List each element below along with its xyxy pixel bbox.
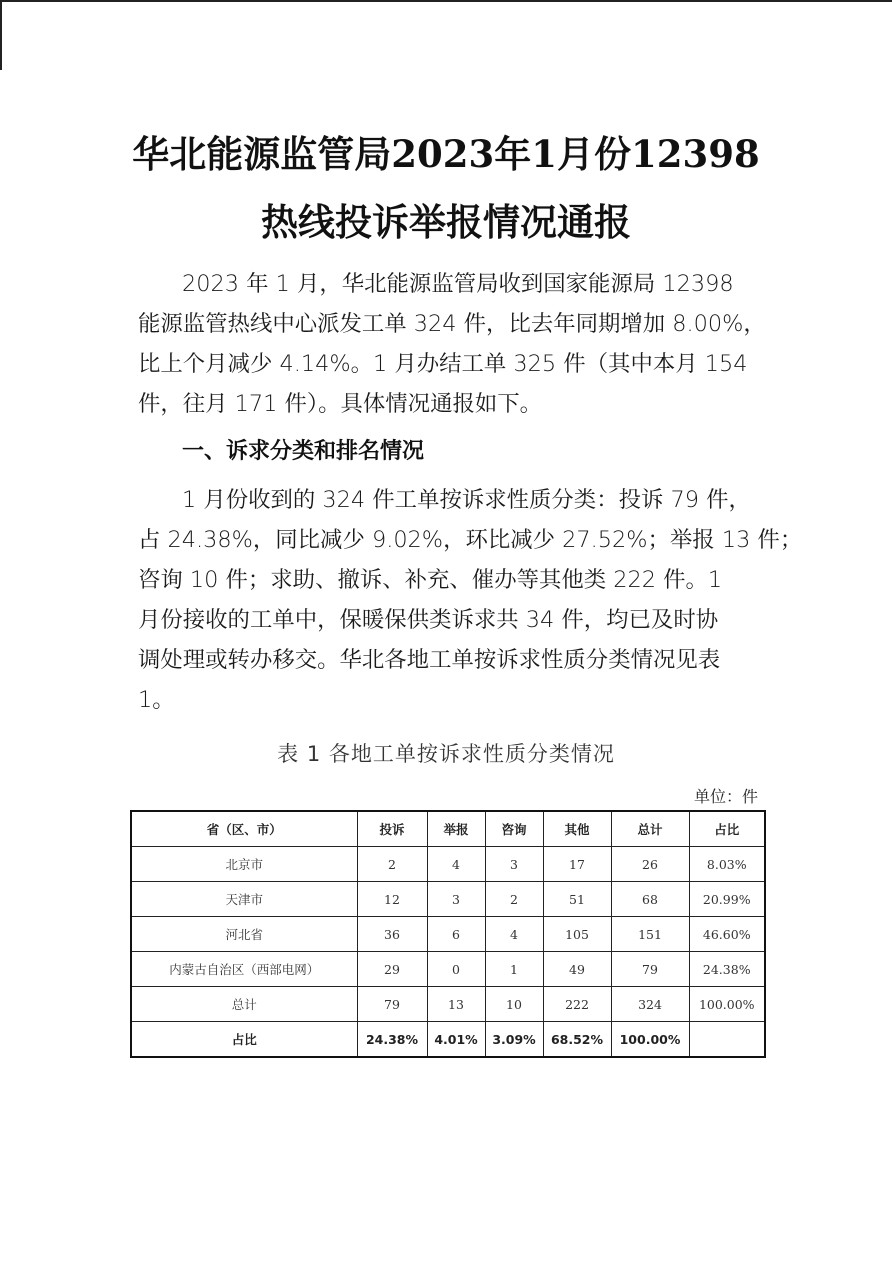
table-cell: 46.60% xyxy=(689,917,765,952)
table-cell: 北京市 xyxy=(131,847,357,882)
table-row xyxy=(131,987,765,1022)
table-cell: 3 xyxy=(485,847,543,882)
table-cell xyxy=(689,1022,765,1058)
section-line: 咨询 10 件；求助、撤诉、补充、催办等其他类 222 件。1 xyxy=(138,567,723,593)
table-cell: 100.00% xyxy=(611,1022,689,1058)
header-cell: 投诉 xyxy=(357,811,427,847)
table-row xyxy=(131,917,765,952)
document-title-line-1: 华北能源监管局2023年1月份12398 xyxy=(132,132,760,176)
complaint-table xyxy=(130,810,766,1058)
table-cell: 总计 xyxy=(131,987,357,1022)
table-cell: 占比 xyxy=(131,1022,357,1058)
section-heading: 一、诉求分类和排名情况 xyxy=(182,439,425,464)
table-cell: 68 xyxy=(611,882,689,917)
section-line: 占 24.38%，同比减少 9.02%，环比减少 27.52%；举报 13 件； xyxy=(138,527,803,553)
header-cell: 总计 xyxy=(611,811,689,847)
table-cell: 12 xyxy=(357,882,427,917)
header-cell: 举报 xyxy=(427,811,485,847)
table-cell: 324 xyxy=(611,987,689,1022)
top-border-line xyxy=(0,0,892,2)
intro-line: 件，往月 171 件）。具体情况通报如下。 xyxy=(138,391,543,417)
table-cell: 6 xyxy=(427,917,485,952)
intro-paragraph xyxy=(138,264,766,424)
table-row xyxy=(131,847,765,882)
table-cell: 79 xyxy=(611,952,689,987)
table-cell: 0 xyxy=(427,952,485,987)
header-cell: 其他 xyxy=(543,811,611,847)
table-cell: 151 xyxy=(611,917,689,952)
ratio-row xyxy=(131,1022,765,1058)
table-cell: 222 xyxy=(543,987,611,1022)
table-cell: 49 xyxy=(543,952,611,987)
table-cell: 1 xyxy=(485,952,543,987)
header-cell: 咨询 xyxy=(485,811,543,847)
table-cell: 天津市 xyxy=(131,882,357,917)
table-cell: 3 xyxy=(427,882,485,917)
table-cell: 100.00% xyxy=(689,987,765,1022)
header-cell: 省（区、市） xyxy=(131,811,357,847)
table-cell: 26 xyxy=(611,847,689,882)
section-paragraph xyxy=(138,480,803,720)
section-line: 1 月份收到的 324 件工单按诉求性质分类：投诉 79 件， xyxy=(182,487,751,513)
table-cell: 105 xyxy=(543,917,611,952)
intro-line: 2023 年 1 月，华北能源监管局收到国家能源局 12398 xyxy=(182,271,734,297)
section-line: 1。 xyxy=(138,687,175,713)
table-cell: 36 xyxy=(357,917,427,952)
table-cell: 2 xyxy=(485,882,543,917)
header-cell: 占比 xyxy=(689,811,765,847)
table-cell: 13 xyxy=(427,987,485,1022)
section-line: 调处理或转办移交。华北各地工单按诉求性质分类情况见表 xyxy=(138,647,721,673)
table-cell: 8.03% xyxy=(689,847,765,882)
table-cell: 51 xyxy=(543,882,611,917)
table-cell: 河北省 xyxy=(131,917,357,952)
table-unit-label: 单位：件 xyxy=(693,787,758,806)
table-cell: 17 xyxy=(543,847,611,882)
table-cell: 24.38% xyxy=(689,952,765,987)
table-cell: 20.99% xyxy=(689,882,765,917)
intro-line: 比上个月减少 4.14%。1 月办结工单 325 件（其中本月 154 xyxy=(138,351,748,377)
table-header-row xyxy=(131,811,765,847)
table-row xyxy=(131,952,765,987)
left-border-line xyxy=(0,0,2,70)
intro-line: 能源监管热线中心派发工单 324 件，比去年同期增加 8.00%， xyxy=(138,311,766,337)
document-title-line-2: 热线投诉举报情况通报 xyxy=(261,200,631,244)
table-row xyxy=(131,882,765,917)
table-cell: 79 xyxy=(357,987,427,1022)
section-line: 月份接收的工单中，保暖保供类诉求共 34 件，均已及时协 xyxy=(138,607,719,633)
table-caption: 表 1 各地工单按诉求性质分类情况 xyxy=(277,742,615,766)
table-cell: 内蒙古自治区（西部电网） xyxy=(131,952,357,987)
table-cell: 4 xyxy=(485,917,543,952)
table-cell: 4 xyxy=(427,847,485,882)
table-cell: 4.01% xyxy=(427,1022,485,1058)
table-cell: 24.38% xyxy=(357,1022,427,1058)
table-cell: 2 xyxy=(357,847,427,882)
table-cell: 68.52% xyxy=(543,1022,611,1058)
table-cell: 10 xyxy=(485,987,543,1022)
table-cell: 29 xyxy=(357,952,427,987)
table-cell: 3.09% xyxy=(485,1022,543,1058)
